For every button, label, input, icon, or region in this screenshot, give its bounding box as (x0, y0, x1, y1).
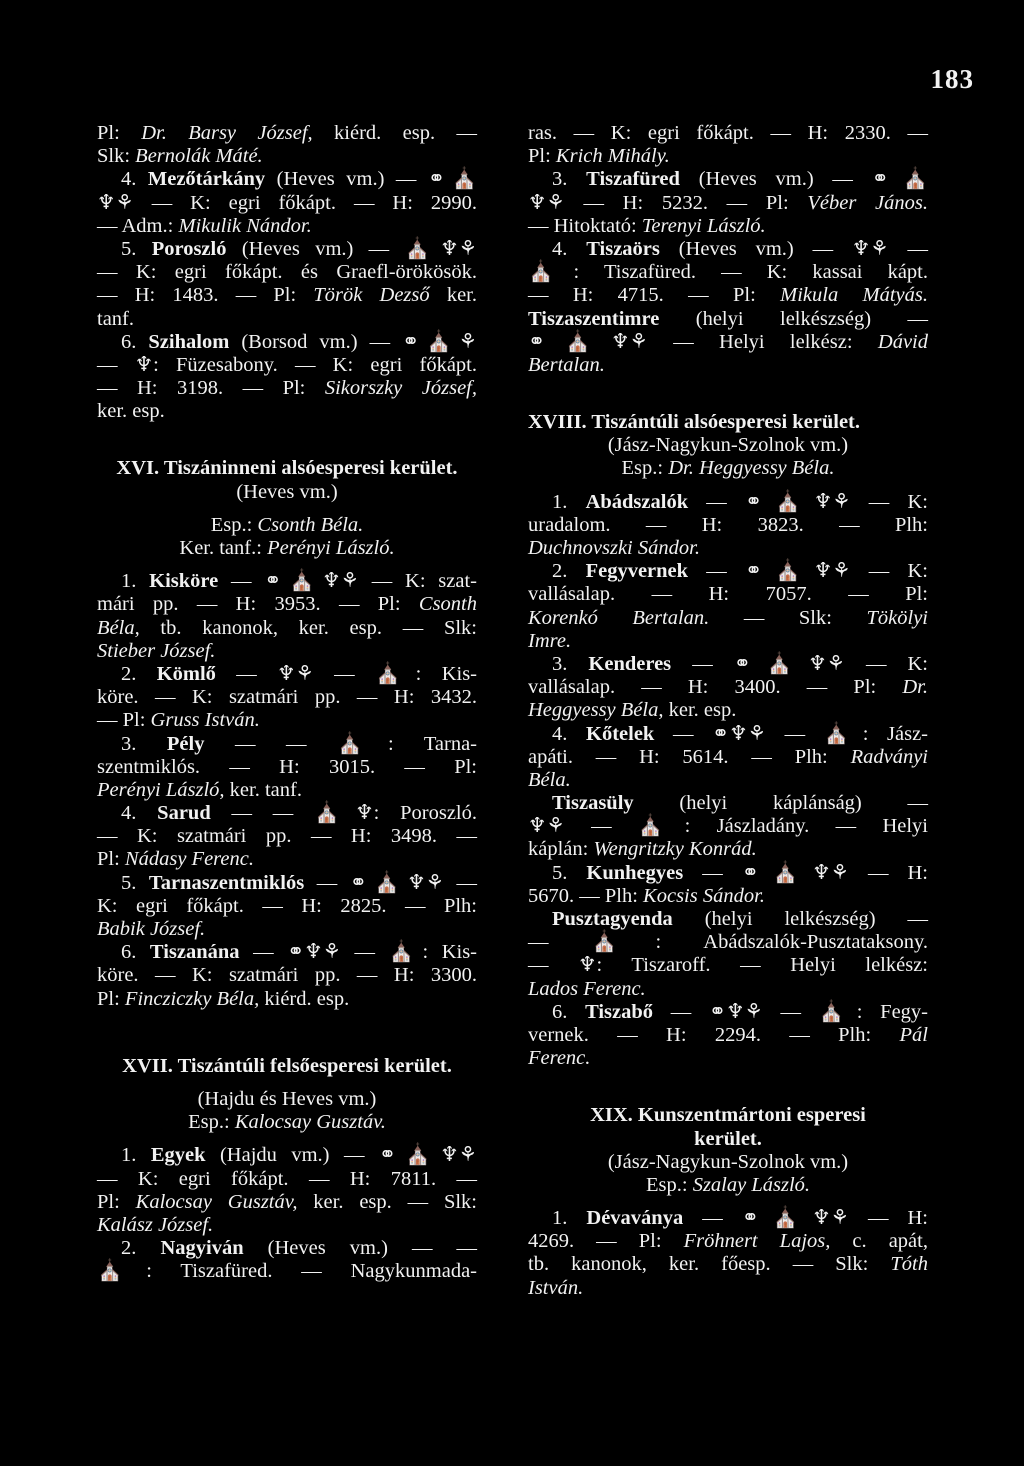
spacer (97, 1011, 477, 1045)
text-line: tanf. (97, 307, 134, 330)
text-line: 5. Kunhegyes — ⚭⛪♆⚘ — H: (552, 861, 928, 884)
text-line: 6. Tiszanána — ⚭♆⚘ — ⛪: Kis- (121, 941, 477, 964)
text-line: Béla, tb. kanonok, ker. esp. — Slk: (97, 616, 477, 639)
text-line: Esp.: Kalocsay Gusztáv. (188, 1111, 386, 1134)
text-line: Babik József. (97, 918, 206, 940)
text-line: vallásalap. — H: 3400. — Pl: Dr. (528, 676, 928, 699)
text-line: ⚭⛪♆⚘ — Helyi lelkész: Dávid (528, 330, 928, 353)
text-line: 4. Kőtelek — ⚭♆⚘ — ⛪: Jász- (552, 722, 929, 745)
text-line: Lados Ferenc. (528, 977, 646, 1000)
text-line: 1. Abádszalók — ⚭⛪♆⚘ — K: (552, 490, 928, 513)
text-line: kerület. (694, 1127, 762, 1150)
text-line: 1. Egyek (Hajdu vm.) — ⚭⛪♆⚘ (121, 1144, 478, 1167)
spacer (97, 504, 477, 514)
text-line: ♆⚘ — ⛪: Jászladány. — Helyi (528, 815, 928, 838)
text-line: Pl: Krich Mihály. (528, 145, 670, 168)
text-line: 4. Mezőtárkány (Heves vm.) — ⚭⛪ (121, 168, 478, 191)
text-line: — H: 1483. — Pl: Török Dezső ker. (97, 284, 477, 307)
text-line: XVI. Tiszáninneni alsóesperesi kerület. (116, 457, 458, 480)
text-line: 5. Tarnaszentmiklós — ⚭⛪♆⚘ — (121, 871, 478, 894)
text-line: 4269. — Pl: Fröhnert Lajos, c. apát, (528, 1230, 928, 1253)
spacer (97, 1045, 477, 1055)
text-line: köre. — K: szatmári pp. — H: 3432. (97, 686, 477, 709)
text-line: ras. — K: egri főkápt. — H: 2330. — (528, 122, 928, 144)
page-number: 183 (930, 64, 974, 94)
text-line: ker. esp. (97, 400, 165, 423)
text-line: Esp.: Csonth Béla. (210, 513, 364, 536)
text-line: Bertalan. (528, 353, 605, 376)
text-line: — Hitoktató: Terenyi László. (528, 214, 766, 237)
spacer (528, 1197, 928, 1207)
text-line: mári pp. — H: 3953. — Pl: Csonth (97, 593, 477, 616)
text-line: 5670. — Plh: Kocsis Sándor. (528, 884, 765, 907)
text-line: köre. — K: szatmári pp. — H: 3300. (97, 964, 477, 987)
text-line: 5. Poroszló (Heves vm.) — ⛪♆⚘ (121, 237, 477, 260)
text-line: vernek. — H: 2294. — Plh: Pál (528, 1023, 928, 1046)
text-line: — K: egri főkápt. — H: 7811. — (97, 1167, 477, 1190)
text-line: Pl: Kalocsay Gusztáv, ker. esp. — Slk: (97, 1190, 478, 1213)
text-line: 3. Kenderes — ⚭⛪♆⚘ — K: (552, 652, 928, 675)
text-line: 4. Sarud — — ⛪♆: Poroszló. (121, 802, 478, 825)
spacer (97, 1134, 477, 1144)
spacer (97, 423, 477, 457)
text-line: 6. Szihalom (Borsod vm.) — ⚭⛪⚘ (121, 330, 477, 353)
text-line: Stieber József. (97, 639, 216, 662)
text-line: Ferenc. (528, 1047, 591, 1070)
text-line: 2. Kömlő — ♆⚘ — ⛪: Kis- (121, 662, 478, 685)
text-line: K: egri főkápt. — H: 2825. — Plh: (97, 894, 477, 917)
text-line: Béla. (528, 768, 571, 791)
text-line: Tiszasüly (helyi káplánság) — (552, 792, 928, 815)
text-line: XVII. Tiszántúli felsőesperesi kerület. (122, 1054, 452, 1077)
text-line: XIX. Kunszentmártoni esperesi (590, 1104, 866, 1127)
text-line: uradalom. — H: 3823. — Plh: (528, 513, 928, 536)
text-line: — H: 4715. — Pl: Mikula Mátyás. (528, 284, 929, 307)
text-line: Perényi László, ker. tanf. (97, 778, 302, 801)
text-line: ♆⚘ — H: 5232. — Pl: Véber János. (528, 191, 928, 214)
text-line: Ker. tanf.: Perényi László. (179, 537, 395, 559)
text-line: káplán: Wengritzky Konrád. (528, 838, 757, 861)
text-line: 2. Nagyiván (Heves vm.) — — (121, 1237, 477, 1260)
text-line: István. (528, 1276, 584, 1299)
text-line: 4. Tiszaörs (Heves vm.) — ♆⚘ — (552, 237, 929, 260)
text-line: Duchnovszki Sándor. (528, 537, 700, 559)
text-line: (Jász-Nagykun-Szolnok vm.) (607, 1150, 849, 1173)
text-line: (Hajdu és Heves vm.) (197, 1087, 377, 1110)
text-line: — K: szatmári pp. — H: 3498. — (97, 825, 477, 848)
spacer (528, 377, 928, 411)
text-line: Imre. (528, 629, 572, 652)
text-line: (Heves vm.) (236, 480, 338, 503)
text-line: Pl: Dr. Barsy József, kiérd. esp. — (97, 122, 478, 144)
left-column (97, 122, 477, 1283)
text-line: szentmiklós. — H: 3015. — Pl: (97, 755, 477, 778)
text-line: Korenkó Bertalan. — Slk: Tökölyi (528, 606, 928, 629)
text-line: Kalász József. (97, 1213, 214, 1236)
text-line: 2. Fegyvernek — ⚭⛪♆⚘ — K: (552, 560, 928, 583)
text-line: ♆⚘ — K: egri főkápt. — H: 2990. (97, 191, 477, 214)
right-column (528, 122, 928, 1300)
text-line: vallásalap. — H: 7057. — Pl: (528, 583, 928, 606)
text-line: 1. Dévaványa — ⚭⛪♆⚘ — H: (552, 1207, 928, 1230)
text-line: Tiszaszentimre (helyi lelkészség) — (528, 307, 928, 330)
text-line: 3. Tiszafüred (Heves vm.) — ⚭⛪ (552, 168, 929, 191)
spacer (97, 560, 477, 570)
text-line: ⛪: Tiszafüred. — K: kassai kápt. (528, 261, 928, 284)
text-line: ⛪: Tiszafüred. — Nagykunmada- (97, 1260, 477, 1283)
text-line: Pl: Nádasy Ferenc. (97, 848, 254, 871)
spacer (528, 481, 928, 491)
spacer (97, 1078, 477, 1088)
spacer (528, 1070, 928, 1104)
text-line: 1. Kisköre — ⚭⛪♆⚘ — K: szat- (121, 570, 478, 593)
text-line: Esp.: Dr. Heggyessy Béla. (621, 457, 835, 480)
text-line: — ⛪: Abádszalók-Pusztataksony. (528, 931, 928, 954)
text-line: Pusztagyenda (helyi lelkészség) — (552, 908, 928, 930)
text-line: — ♆: Tiszaroff. — Helyi lelkész: (528, 954, 928, 977)
text-line: — Adm.: Mikulik Nándor. (97, 214, 312, 237)
text-line: — ♆: Füzesabony. — K: egri főkápt. (97, 353, 477, 376)
text-line: Pl: Fincziczky Béla, kiérd. esp. (97, 987, 350, 1010)
text-line: 6. Tiszabő — ⚭♆⚘ — ⛪: Fegy- (552, 1000, 928, 1023)
text-line: 3. Pély — — ⛪: Tarna- (121, 732, 478, 755)
text-line: Slk: Bernolák Máté. (97, 145, 263, 168)
text-line: apáti. — H: 5614. — Plh: Radványi (528, 745, 928, 768)
text-line: Esp.: Szalay László. (645, 1173, 811, 1196)
text-line: tb. kanonok, ker. főesp. — Slk: Tóth (528, 1253, 928, 1276)
text-line: — H: 3198. — Pl: Sikorszky József, (97, 377, 477, 400)
text-line: (Jász-Nagykun-Szolnok vm.) (607, 434, 849, 457)
text-line: Heggyessy Béla, ker. esp. (528, 699, 737, 722)
text-line: — K: egri főkápt. és Graefl-örökösök. (97, 261, 477, 284)
text-line: XVIII. Tiszántúli alsóesperesi kerület. (528, 411, 861, 434)
text-line: — Pl: Gruss István. (97, 709, 260, 732)
